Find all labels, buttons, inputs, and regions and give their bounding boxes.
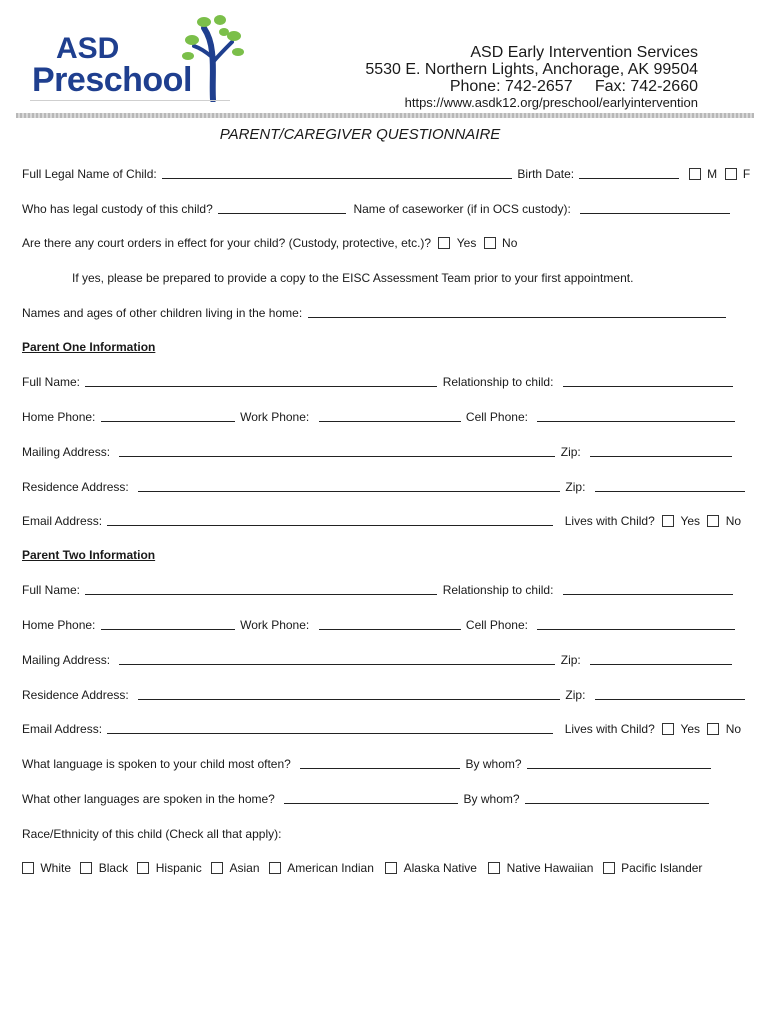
org-url[interactable]: https://www.asdk12.org/preschool/earlyintervention	[404, 95, 698, 110]
p1-work-phone-field[interactable]	[319, 411, 461, 422]
race-alaska-native-label: Alaska Native	[403, 860, 477, 875]
race-pacific-islander-label: Pacific Islander	[621, 860, 703, 875]
org-address: 5530 E. Northern Lights, Anchorage, AK 99504	[365, 61, 698, 78]
p2-lives-yes-label: Yes	[680, 721, 701, 736]
court-no-checkbox[interactable]	[484, 237, 496, 249]
p2-work-phone-label: Work Phone:	[240, 617, 310, 632]
siblings-label: Names and ages of other children living in the home:	[22, 305, 303, 320]
p1-residence-field[interactable]	[138, 481, 560, 492]
parent-two-heading: Parent Two Information	[22, 548, 156, 562]
p2-lives-no-checkbox[interactable]	[707, 723, 719, 735]
page-title: PARENT/CAREGIVER QUESTIONNAIRE	[219, 126, 501, 143]
p1-lives-yes-label: Yes	[680, 513, 701, 528]
logo-line2: Preschool	[32, 61, 192, 99]
p2-full-name-label: Full Name:	[22, 582, 81, 597]
race-pacific-islander-checkbox[interactable]	[603, 862, 615, 874]
p2-residence-field[interactable]	[138, 689, 560, 700]
child-name-label: Full Legal Name of Child:	[22, 166, 157, 181]
p1-mailing-zip-field[interactable]	[590, 446, 732, 457]
p2-home-phone-field[interactable]	[101, 619, 235, 630]
parent-one-heading: Parent One Information	[22, 340, 156, 354]
p1-cell-phone-field[interactable]	[537, 411, 735, 422]
header-divider	[16, 113, 754, 118]
p1-mailing-zip-label: Zip:	[560, 444, 581, 459]
caseworker-field[interactable]	[580, 203, 730, 214]
p2-lives-no-label: No	[725, 721, 742, 736]
p2-mailing-field[interactable]	[119, 654, 555, 665]
court-no-label: No	[502, 235, 518, 250]
p1-relationship-label: Relationship to child:	[442, 374, 554, 389]
race-black-label: Black	[98, 860, 129, 875]
male-label: M	[707, 166, 718, 181]
race-asian-label: Asian	[229, 860, 260, 875]
child-name-field[interactable]	[162, 168, 512, 179]
court-yes-checkbox[interactable]	[438, 237, 450, 249]
male-checkbox[interactable]	[689, 168, 701, 180]
other-by-whom-field[interactable]	[525, 793, 709, 804]
p2-residence-label: Residence Address:	[22, 687, 129, 702]
p2-cell-phone-label: Cell Phone:	[465, 617, 528, 632]
race-hispanic-checkbox[interactable]	[137, 862, 149, 874]
p1-residence-zip-label: Zip:	[565, 479, 586, 494]
language-by-whom-label: By whom?	[465, 756, 522, 771]
p2-relationship-field[interactable]	[563, 584, 733, 595]
p1-mailing-label: Mailing Address:	[22, 444, 111, 459]
female-checkbox[interactable]	[725, 168, 737, 180]
p2-mailing-label: Mailing Address:	[22, 652, 111, 667]
race-native-hawaiian-label: Native Hawaiian	[506, 860, 594, 875]
logo-line1: ASD	[56, 32, 120, 65]
p2-mailing-zip-label: Zip:	[560, 652, 581, 667]
p1-full-name-label: Full Name:	[22, 374, 81, 389]
p1-home-phone-field[interactable]	[101, 411, 235, 422]
race-native-hawaiian-checkbox[interactable]	[488, 862, 500, 874]
race-black-checkbox[interactable]	[80, 862, 92, 874]
p1-full-name-field[interactable]	[85, 376, 437, 387]
race-label: Race/Ethnicity of this child (Check all that apply):	[22, 826, 282, 841]
p1-work-phone-label: Work Phone:	[240, 409, 310, 424]
language-spoken-label: What language is spoken to your child most often?	[22, 756, 291, 771]
org-phone: Phone: 742-2657 Fax: 742-2660	[449, 78, 698, 95]
logo-underline	[30, 100, 230, 101]
p2-mailing-zip-field[interactable]	[590, 654, 732, 665]
race-hispanic-label: Hispanic	[155, 860, 202, 875]
p1-relationship-field[interactable]	[563, 376, 733, 387]
court-note: If yes, please be prepared to provide a copy to the EISC Assessment Team prior to your first appointment.	[72, 270, 634, 285]
siblings-field[interactable]	[308, 307, 726, 318]
p2-residence-zip-field[interactable]	[595, 689, 745, 700]
p1-email-field[interactable]	[107, 515, 553, 526]
p2-relationship-label: Relationship to child:	[442, 582, 554, 597]
p1-lives-with-label: Lives with Child?	[564, 513, 655, 528]
p1-email-label: Email Address:	[22, 513, 103, 528]
p1-mailing-field[interactable]	[119, 446, 555, 457]
other-languages-field[interactable]	[284, 793, 458, 804]
p2-work-phone-field[interactable]	[319, 619, 461, 630]
race-white-checkbox[interactable]	[22, 862, 34, 874]
p2-home-phone-label: Home Phone:	[22, 617, 96, 632]
race-white-label: White	[40, 860, 72, 875]
female-label: F	[742, 166, 751, 181]
p1-cell-phone-label: Cell Phone:	[465, 409, 528, 424]
language-spoken-field[interactable]	[300, 758, 460, 769]
race-american-indian-label: American Indian	[287, 860, 374, 875]
caseworker-label: Name of caseworker (if in OCS custody):	[353, 201, 571, 216]
p1-lives-no-label: No	[725, 513, 742, 528]
p2-full-name-field[interactable]	[85, 584, 437, 595]
race-alaska-native-checkbox[interactable]	[385, 862, 397, 874]
p2-cell-phone-field[interactable]	[537, 619, 735, 630]
p2-lives-yes-checkbox[interactable]	[662, 723, 674, 735]
p1-lives-yes-checkbox[interactable]	[662, 515, 674, 527]
other-by-whom-label: By whom?	[463, 791, 520, 806]
p1-residence-label: Residence Address:	[22, 479, 129, 494]
logo	[28, 12, 238, 104]
other-languages-label: What other languages are spoken in the home?	[22, 791, 275, 806]
p1-residence-zip-field[interactable]	[595, 481, 745, 492]
race-asian-checkbox[interactable]	[211, 862, 223, 874]
p1-home-phone-label: Home Phone:	[22, 409, 96, 424]
race-american-indian-checkbox[interactable]	[269, 862, 281, 874]
p2-residence-zip-label: Zip:	[565, 687, 586, 702]
birth-date-label: Birth Date:	[517, 166, 575, 181]
p2-email-label: Email Address:	[22, 721, 103, 736]
birth-date-field[interactable]	[579, 168, 679, 179]
custody-field[interactable]	[218, 203, 346, 214]
p1-lives-no-checkbox[interactable]	[707, 515, 719, 527]
p2-email-field[interactable]	[107, 723, 553, 734]
court-orders-label: Are there any court orders in effect for your child? (Custody, protective, etc.)?	[22, 235, 432, 250]
p2-lives-with-label: Lives with Child?	[564, 721, 655, 736]
court-yes-label: Yes	[456, 235, 477, 250]
language-by-whom-field[interactable]	[527, 758, 711, 769]
org-name: ASD Early Intervention Services	[470, 44, 698, 61]
custody-label: Who has legal custody of this child?	[22, 201, 213, 216]
